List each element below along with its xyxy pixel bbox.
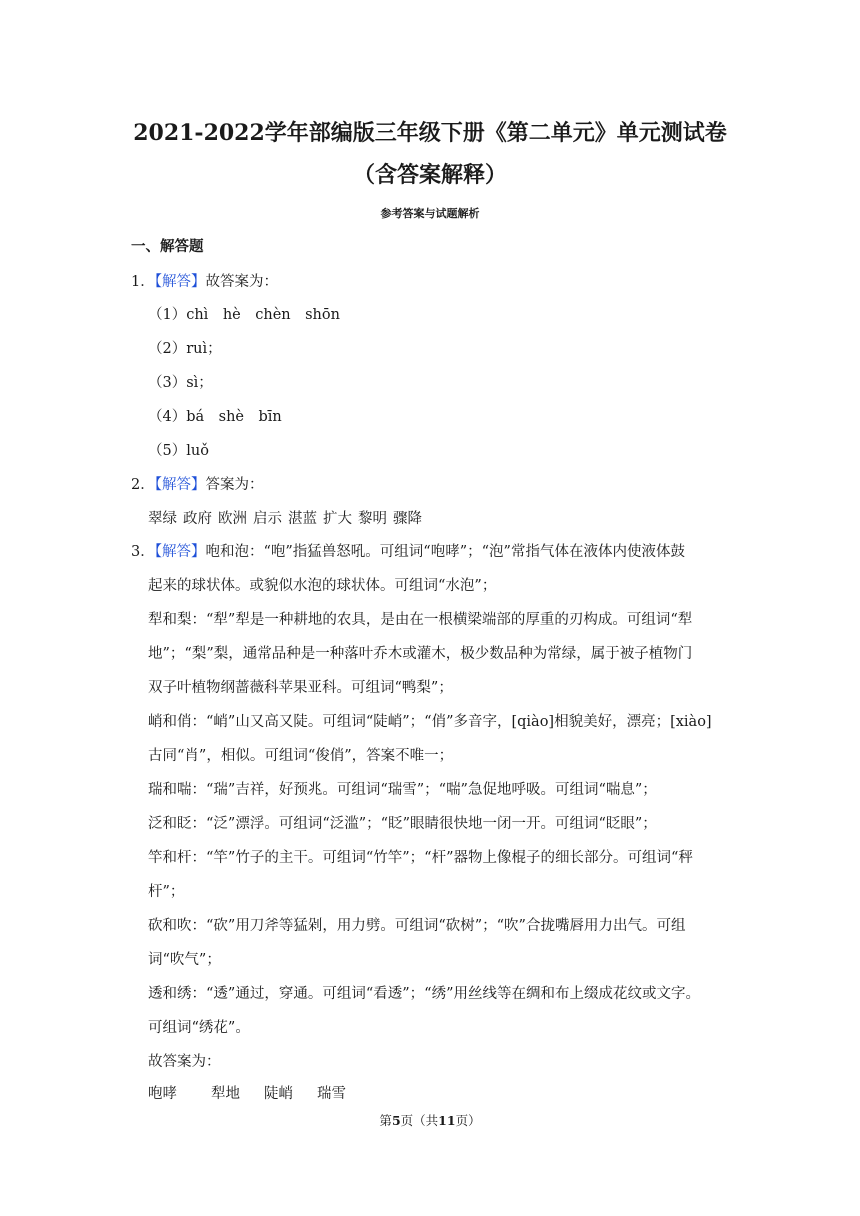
question-number: 1． (131, 274, 155, 290)
answer-word: 扩大 (323, 511, 352, 527)
answer-word: 湛蓝 (288, 511, 317, 527)
q3-line: 峭和俏：“峭”山又高又陡。可组词“陡峭”；“俏”多音字，[qiào]相貌美好，漂亮；[xiào] (148, 714, 712, 730)
q1-item: （3）sì； (148, 375, 213, 391)
question-1-header (131, 270, 278, 291)
answer-word: 瑞雪 (317, 1086, 346, 1102)
q3-line: 泛和眨：“泛”漂浮。可组词“泛滥”；“眨”眼睛很快地一闭一开。可组词“眨眼”； (148, 816, 657, 832)
q2-answer-words (148, 507, 428, 528)
answer-word: 政府 (183, 511, 212, 527)
page-footer (0, 1111, 860, 1129)
q3-line: 双子叶植物纲蔷薇科苹果亚科。可组词“鸭梨”； (148, 680, 453, 696)
answer-word: 骤降 (393, 511, 422, 527)
q3-answer-words (148, 1082, 346, 1103)
footer-suffix: 页） (455, 1113, 481, 1128)
q3-line: 犁和梨：“犁”犁是一种耕地的农具，是由在一根横梁端部的厚重的刃构成。可组词“犁 (148, 612, 693, 628)
page-title-line1: 2021-2022学年部编版三年级下册《第二单元》单元测试卷 (133, 120, 727, 146)
page-title-line2: （含答案解释） (352, 162, 507, 188)
page-subtitle: 参考答案与试题解析 (380, 207, 480, 220)
q3-line: 故答案为： (148, 1054, 221, 1070)
q3-line: 地”；“梨”梨，通常品种是一种落叶乔木或灌木，极少数品种为常绿，属于被子植物门 (148, 646, 693, 662)
q1-item: （4）bá shè bīn (148, 409, 282, 425)
answer-tag: 【解答】 (154, 274, 206, 290)
answer-word: 黎明 (358, 511, 387, 527)
q3-line: 古同“肖”，相似。可组词“俊俏”，答案不唯一； (148, 748, 454, 764)
q1-item: （5）luǒ (148, 443, 209, 459)
question-lead: 故答案为： (205, 274, 278, 290)
q1-item: （2）ruì； (148, 341, 222, 357)
answer-tag: 【解答】 (154, 544, 206, 560)
answer-word: 犁地 (211, 1086, 240, 1102)
footer-middle: 页（共 (400, 1113, 439, 1128)
question-lead: 答案为： (205, 477, 264, 493)
q3-line: 可组词“绣花”。 (148, 1020, 250, 1036)
q3-line: 词“吹气”； (148, 952, 221, 968)
answer-tag: 【解答】 (154, 477, 206, 493)
q3-line: 起来的球状体。或貌似水泡的球状体。可组词“水泡”； (148, 578, 497, 594)
q3-line: 砍和吹：“砍”用刀斧等猛剁，用力劈。可组词“砍树”；“吹”合拢嘴唇用力出气。可组 (148, 918, 686, 934)
question-2-header (131, 473, 263, 494)
footer-prefix: 第 (379, 1113, 392, 1128)
question-first-line: 咆和泡：“咆”指猛兽怒吼。可组词“咆哮”；“泡”常指气体在液体内使液体鼓 (205, 544, 685, 560)
q3-line: 杆”； (148, 884, 185, 900)
q3-line: 瑞和喘：“瑞”吉祥，好预兆。可组词“瑞雪”；“喘”急促地呼吸。可组词“喘息”； (148, 782, 657, 798)
answer-word: 翠绿 (148, 511, 177, 527)
answer-word: 咆哮 (148, 1086, 177, 1102)
answer-word: 陡峭 (264, 1086, 293, 1102)
page-number: 5 (391, 1113, 401, 1128)
question-3-header (131, 540, 685, 561)
question-number: 2． (131, 477, 155, 493)
question-number: 3． (131, 544, 155, 560)
page-total: 11 (438, 1113, 456, 1128)
answer-word: 欧洲 (218, 511, 247, 527)
q3-line: 竿和杆：“竿”竹子的主干。可组词“竹竿”；“杆”器物上像棍子的细长部分。可组词“秤 (148, 850, 693, 866)
answer-word: 启示 (253, 511, 282, 527)
q1-item: （1）chì hè chèn shōn (148, 307, 340, 323)
section-heading: 一、解答题 (131, 238, 204, 255)
q3-line: 透和绣：“透”通过，穿通。可组词“看透”；“绣”用丝线等在绸和布上缀成花纹或文字。 (148, 986, 700, 1002)
